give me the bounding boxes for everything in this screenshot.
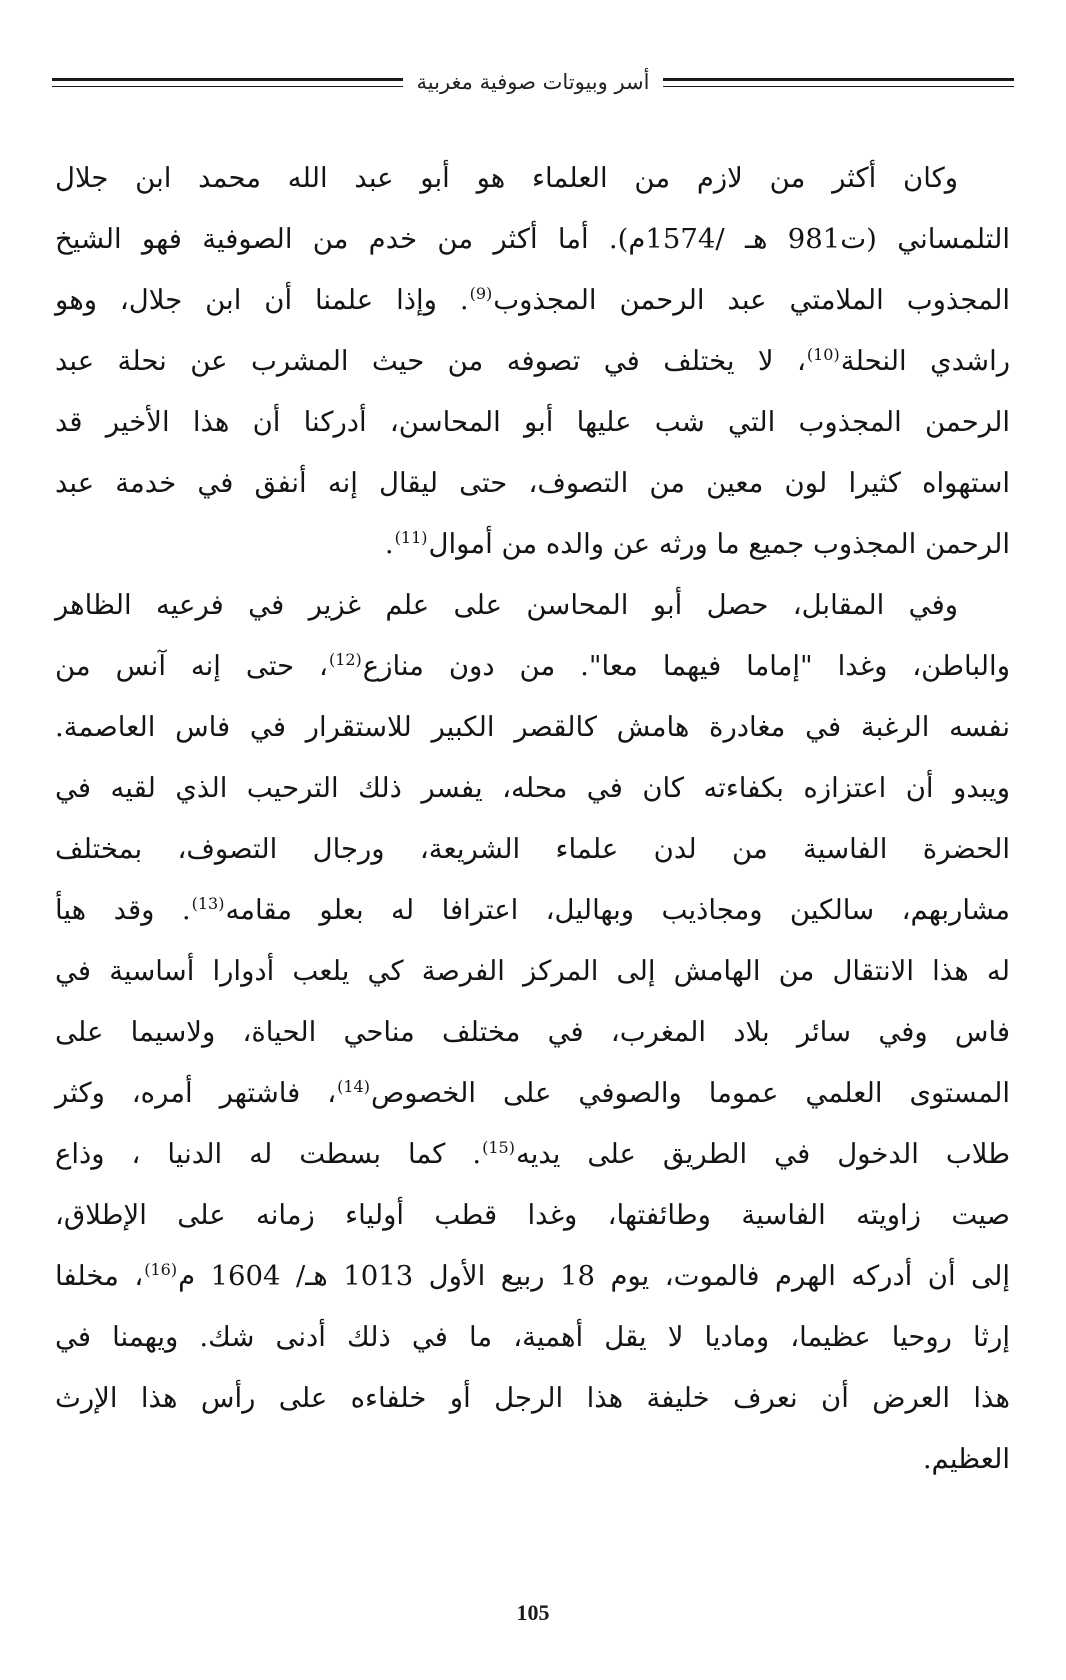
line-text: راشدي النحلة bbox=[840, 345, 1010, 377]
text-line bbox=[55, 209, 1010, 270]
text-line bbox=[55, 1124, 1010, 1185]
footnote-marker: (11) bbox=[394, 528, 428, 547]
line-text: والباطن، وغدا "إماما فيهما معا". من دون منازع bbox=[362, 650, 1010, 682]
running-header bbox=[52, 62, 1014, 102]
text-line bbox=[55, 1429, 1010, 1490]
line-text-after-footnote: . كما بسطت له الدنيا ، وذاع bbox=[55, 1138, 482, 1170]
text-line bbox=[55, 1368, 1010, 1429]
page-number: 105 bbox=[516, 1600, 550, 1625]
text-line bbox=[55, 148, 1010, 209]
text-line bbox=[55, 880, 1010, 941]
line-text: إلى أن أدركه الهرم فالموت، يوم 18 ربيع الأول 1013 هـ/ 1604 م bbox=[178, 1260, 1010, 1292]
footnote-marker: (9) bbox=[469, 284, 493, 303]
text-line bbox=[55, 758, 1010, 819]
text-line bbox=[55, 819, 1010, 880]
line-text: وفي المقابل، حصل أبو المحاسن على علم غزير في فرعيه الظاهر bbox=[55, 589, 958, 621]
body-text bbox=[55, 148, 1010, 1490]
line-text: مشاربهم، سالكين ومجاذيب وبهاليل، اعترافا له بعلو مقامه bbox=[225, 894, 1010, 926]
header-rule-right bbox=[663, 78, 1014, 87]
line-text: المستوى العلمي عموما والصوفي على الخصوص bbox=[370, 1077, 1010, 1109]
line-text: إرثا روحيا عظيما، وماديا لا يقل أهمية، ما في ذلك أدنى شك. ويهمنا في bbox=[55, 1321, 1010, 1353]
line-text: الحضرة الفاسية من لدن علماء الشريعة، ورجال التصوف، بمختلف bbox=[55, 833, 1010, 865]
text-line bbox=[55, 1246, 1010, 1307]
line-text: العظيم. bbox=[922, 1443, 1010, 1475]
text-line bbox=[55, 331, 1010, 392]
text-line bbox=[55, 1185, 1010, 1246]
line-text: صيت زاويته الفاسية وطائفتها، وغدا قطب أولياء زمانه على الإطلاق، bbox=[55, 1199, 1010, 1231]
line-text-after-footnote: . وإذا علمنا أن ابن جلال، وهو bbox=[55, 284, 469, 316]
line-text: له هذا الانتقال من الهامش إلى المركز الفرصة كي يلعب أدوارا أساسية في bbox=[55, 955, 1010, 987]
line-text: فاس وفي سائر بلاد المغرب، في مختلف مناحي الحياة، ولاسيما على bbox=[55, 1016, 1010, 1048]
line-text-after-footnote: ، لا يختلف في تصوفه من حيث المشرب عن نحلة عبد bbox=[55, 345, 806, 377]
text-line bbox=[55, 1063, 1010, 1124]
text-line bbox=[55, 1002, 1010, 1063]
footnote-marker: (16) bbox=[144, 1260, 178, 1279]
footnote-marker: (14) bbox=[337, 1077, 370, 1096]
text-line bbox=[55, 1307, 1010, 1368]
line-text: التلمساني (ت981 هـ /1574م). أما أكثر من خدم من الصوفية فهو الشيخ bbox=[55, 223, 1011, 255]
running-header-title: أسر وبيوتات صوفية مغربية bbox=[416, 70, 650, 94]
text-line bbox=[55, 575, 1010, 636]
line-text: ويبدو أن اعتزازه بكفاءته كان في محله، يفسر ذلك الترحيب الذي لقيه في bbox=[55, 772, 1010, 804]
header-rule-left bbox=[52, 78, 403, 87]
line-text: المجذوب الملامتي عبد الرحمن المجذوب bbox=[493, 284, 1010, 316]
line-text: الرحمن المجذوب التي شب عليها أبو المحاسن، أدركنا أن هذا الأخير قد bbox=[55, 406, 1010, 438]
footnote-marker: (13) bbox=[191, 894, 225, 913]
footnote-marker: (12) bbox=[328, 650, 362, 669]
line-text-after-footnote: . bbox=[384, 528, 394, 560]
text-line bbox=[55, 270, 1010, 331]
footnote-marker: (15) bbox=[482, 1138, 515, 1157]
text-line bbox=[55, 392, 1010, 453]
text-line bbox=[55, 697, 1010, 758]
line-text-after-footnote: ، فاشتهر أمره، وكثر bbox=[55, 1077, 337, 1109]
text-line bbox=[55, 514, 1010, 575]
line-text-after-footnote: . وقد هيأ bbox=[55, 894, 191, 926]
footnote-marker: (10) bbox=[806, 345, 840, 364]
line-text: استهواه كثيرا لون معين من التصوف، حتى ليقال إنه أنفق في خدمة عبد bbox=[55, 467, 1010, 499]
line-text-after-footnote: ، حتى إنه آنس من bbox=[55, 650, 328, 682]
line-text-after-footnote: ، مخلفا bbox=[55, 1260, 144, 1292]
text-line bbox=[55, 636, 1010, 697]
line-text: وكان أكثر من لازم من العلماء هو أبو عبد الله محمد ابن جلال bbox=[55, 162, 958, 194]
line-text: طلاب الدخول في الطريق على يديه bbox=[515, 1138, 1010, 1170]
line-text: نفسه الرغبة في مغادرة هامش كالقصر الكبير للاستقرار في فاس العاصمة. bbox=[55, 711, 1010, 743]
text-line bbox=[55, 941, 1010, 1002]
line-text: الرحمن المجذوب جميع ما ورثه عن والده من أموال bbox=[428, 528, 1010, 560]
line-text: هذا العرض أن نعرف خليفة هذا الرجل أو خلفاءه على رأس هذا الإرث bbox=[55, 1382, 1010, 1414]
text-line bbox=[55, 453, 1010, 514]
